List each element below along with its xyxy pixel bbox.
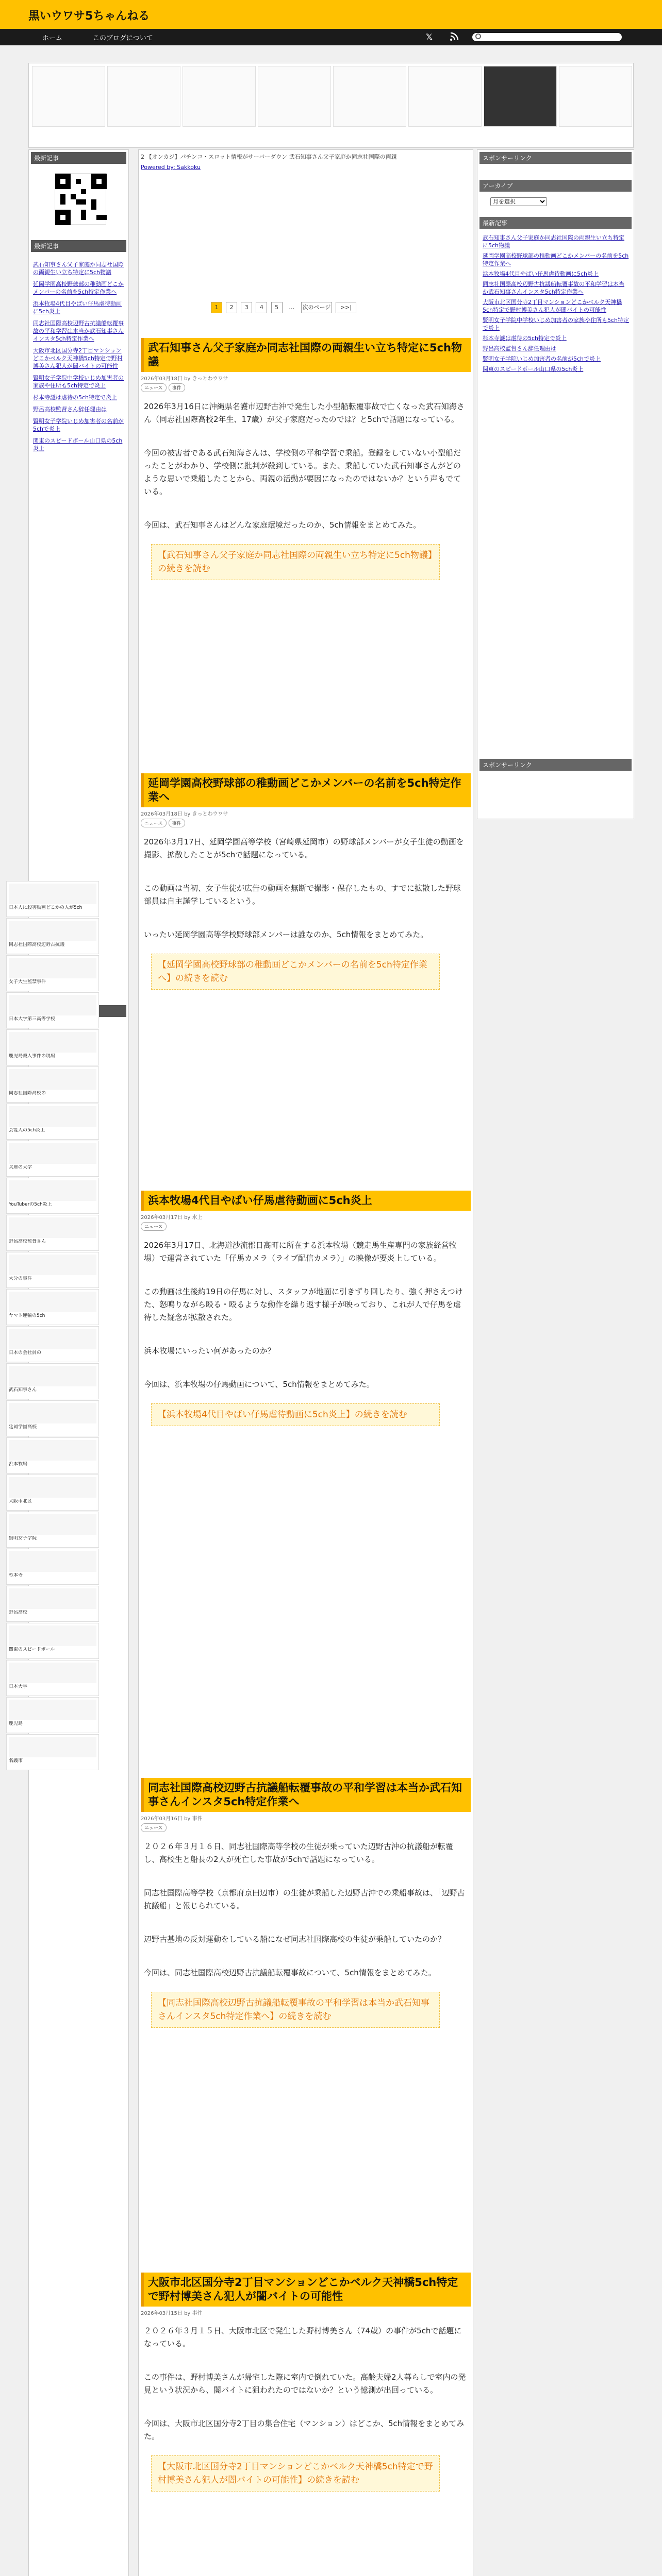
post xyxy=(141,1191,471,1426)
post-paragraph: この事件は、野村博美さんが帰宅した際に室内で倒れていた。高齢夫婦2人暮らしで室内の発見という状況から、闇バイトに狙われたのではないか？という憶測が出回っている。 xyxy=(144,2372,466,2395)
search-input[interactable] xyxy=(472,33,622,41)
post xyxy=(141,338,471,580)
sidebar-header: 最新記事 xyxy=(31,152,126,164)
post-paragraph: 2026年3月16日に沖縄県名護市辺野古沖で発生した小型船転覆事故で亡くなった武石知海さん（同志社国際高校2年生、17歳）が父子家庭だったのでは？と5chで話題になっている。 xyxy=(144,402,465,424)
post-paragraph: 今回は、大阪市北区国分寺2丁目の集合住宅（マンション）はどこか、5ch情報をまとめてみた。 xyxy=(144,2419,465,2441)
ranking-caption: 延岡学園高校 xyxy=(9,1425,37,1430)
ranking-caption: 日本大学 xyxy=(9,1684,28,1689)
ranking-thumbnail xyxy=(9,1180,96,1201)
right-recent-link[interactable]: 同志社国際高校辺野古抗議船転覆事故の平和学習は本当か武石知事さんインスタ5ch特定作業へ xyxy=(483,281,624,295)
post-title[interactable]: 浜本牧場4代目やばい仔馬虐待動画に5ch炎上 xyxy=(141,1191,471,1211)
ranking-thumbnail xyxy=(9,884,96,904)
ranking-thumbnail xyxy=(9,1588,96,1609)
ranking-item[interactable] xyxy=(6,1660,99,1696)
strip-thumbnail xyxy=(258,66,331,127)
ranking-caption: 鹿児島 xyxy=(9,1721,23,1726)
search-icon xyxy=(475,33,481,39)
site-title[interactable]: 黒いウワサ5ちゃんねる xyxy=(28,10,150,23)
tag-chip[interactable]: ニュース xyxy=(141,383,167,392)
recent-posts-list xyxy=(33,261,126,456)
ranking-thumbnail xyxy=(9,1255,96,1275)
sidebar-header: 最新記事 xyxy=(31,240,126,252)
strip-caption xyxy=(32,128,105,141)
strip-card[interactable] xyxy=(32,66,105,146)
strip-caption xyxy=(183,128,256,141)
ranking-thumbnail xyxy=(9,1477,96,1498)
ranking-thumbnail xyxy=(9,995,96,1015)
post-paragraph: ２０２６年３月１５日、大阪市北区で発生した野村博美さん（74歳）の事件が5chで話題になっている。 xyxy=(144,2326,462,2348)
ranking-thumbnail xyxy=(9,1551,96,1572)
ranking-thumbnail xyxy=(9,1366,96,1386)
sponsor-header: スポンサーリンク xyxy=(479,152,632,164)
ranking-caption: YouTuberの5ch炎上 xyxy=(9,1202,52,1207)
ranking-caption: 女子大生監禁事件 xyxy=(9,979,46,985)
ranking-thumbnail xyxy=(9,1663,96,1683)
recent-post-link[interactable]: 賢明女子学院中学校いじめ加害者の家族や住所も5ch特定で炎上 xyxy=(33,375,124,389)
ranking-caption: 杉本寺 xyxy=(9,1573,23,1578)
ranking-thumbnail xyxy=(9,1514,96,1535)
recent-post-link[interactable]: 浜本牧場4代目やばい仔馬虐待動画に5ch炎上 xyxy=(33,300,122,315)
ranking-item[interactable] xyxy=(6,1215,99,1251)
ranking-thumbnail xyxy=(9,1440,96,1461)
strip-card[interactable] xyxy=(484,66,557,146)
post-meta: 2026年03月18日 by きっとわウワサ xyxy=(141,811,228,817)
ranking-item[interactable] xyxy=(6,1697,99,1733)
post-paragraph: 2026年3月17日、延岡学園高等学校（宮崎県延岡市）の野球部メンバーが女子生徒の動画を撮影、拡散したことが5chで話題になっている。 xyxy=(144,837,464,859)
ranking-caption: 芸能人の5ch炎上 xyxy=(9,1128,45,1133)
recent-post-link[interactable]: 野呂高校監督さん辞任理由は xyxy=(33,406,107,413)
strip-caption xyxy=(408,128,482,141)
recent-post-link[interactable]: 同志社国際高校辺野古抗議船転覆事故の平和学習は本当か武石知事さんインスタ5ch特定作業へ xyxy=(33,320,124,342)
strip-card[interactable] xyxy=(183,66,256,146)
page-3[interactable]: 3 xyxy=(241,302,252,313)
right-recent-list xyxy=(483,234,630,376)
strip-thumbnail xyxy=(183,66,256,127)
post-tags xyxy=(141,819,471,827)
ranking-caption: 鹿児島殺人事件の現場 xyxy=(9,1054,56,1059)
post-paragraph: 今回の被害者である武石知海さんは、学校側の平和学習で乗船。登録をしていない小型船だったことがわかり、学校側に批判が殺到している。また、乗船していた武石知事さんがどのような思いで乗船したことから、両親の活動が要因になったのではないか？という声もでている。 xyxy=(144,448,461,496)
read-more-link[interactable]: 【大阪市北区国分寺2丁目マンションどこかベルク天神橋5ch特定で野村博美さん犯人が闇バイトの可能性】の続きを読む xyxy=(151,2455,440,2492)
strip-thumbnail xyxy=(484,66,557,127)
main-content xyxy=(138,149,473,2576)
strip-caption xyxy=(559,128,632,141)
read-more-link[interactable]: 【武石知事さん父子家庭か同志社国際の両親生い立ち特定に5ch物議】の続きを読む xyxy=(151,544,440,580)
ranking-thumbnail xyxy=(9,1292,96,1312)
site-header xyxy=(0,0,662,29)
read-more-link[interactable]: 【浜本牧場4代目やばい仔馬虐待動画に5ch炎上】の続きを読む xyxy=(151,1403,440,1426)
strip-caption xyxy=(333,128,406,141)
post-tags xyxy=(141,1222,471,1231)
post-paragraph: 浜本牧場にいったい何があったのか？ xyxy=(144,1346,275,1355)
tag-chip[interactable]: ニュース xyxy=(141,1222,167,1231)
ranking-thumbnail xyxy=(9,958,96,978)
post-tags xyxy=(141,383,471,392)
tag-chip[interactable]: 事件 xyxy=(169,383,185,392)
page-ellipsis: … xyxy=(289,304,295,311)
ranking-item[interactable] xyxy=(6,918,99,954)
post xyxy=(141,1778,471,2028)
tag-chip[interactable]: 事件 xyxy=(169,819,185,827)
ranking-caption: 関東のスピードボール xyxy=(9,1647,55,1652)
tag-chip[interactable]: ニュース xyxy=(141,819,167,827)
right-recent-link[interactable]: 関東のスピードボール山口県の5ch炎上 xyxy=(483,366,584,372)
ranking-item[interactable] xyxy=(6,1104,99,1140)
ranking-item[interactable] xyxy=(6,881,99,917)
right-recent-link[interactable]: 杉本寺謎は虐待の5ch特定で炎上 xyxy=(483,335,567,342)
post-title[interactable]: 延岡学園高校野球部の稚動画どこかメンバーの名前を5ch特定作業へ xyxy=(141,773,471,807)
ranking-thumbnail xyxy=(9,1329,96,1349)
post-paragraph: この動画は当初、女子生徒が広告の動画を無断で撮影・保存したもの、すでに拡散した野球部員は自主謹学しているという。 xyxy=(144,884,461,906)
ranking-caption: 兵庫の大学 xyxy=(9,1165,32,1170)
ranking-item[interactable] xyxy=(6,1475,99,1511)
post-paragraph: 今回は、浜本牧場の仔馬動画について、5ch情報をまとめてみた。 xyxy=(144,1380,374,1389)
ranking-thumbnail xyxy=(9,1625,96,1646)
strip-card[interactable] xyxy=(408,66,482,146)
strip-card[interactable] xyxy=(107,66,180,146)
ranking-caption: 同志社国際高校の xyxy=(9,1091,46,1096)
ranking-caption: 名護市 xyxy=(9,1758,23,1764)
page-4[interactable]: 4 xyxy=(256,302,267,313)
popular-ranking xyxy=(4,881,101,1771)
last-page-button[interactable]: >>| xyxy=(336,302,356,313)
strip-thumbnail xyxy=(408,66,482,127)
right-recent-link[interactable]: 浜本牧場4代目やばい仔馬虐待動画に5ch炎上 xyxy=(483,270,599,277)
ranking-item[interactable] xyxy=(6,1252,99,1288)
ranking-item[interactable] xyxy=(6,1029,99,1065)
ranking-item[interactable] xyxy=(6,992,99,1028)
page-1[interactable]: 1 xyxy=(211,302,222,313)
ranking-item[interactable] xyxy=(6,955,99,991)
ranking-caption: 武石知事さん xyxy=(9,1387,37,1393)
right-recent-link[interactable]: 武石知事さん父子家庭か同志社国際の両親生い立ち特定に5ch物議 xyxy=(483,234,624,249)
ranking-caption: 大分の事件 xyxy=(9,1276,32,1281)
nav-home[interactable]: ホーム xyxy=(42,35,63,42)
post-paragraph: 今回は、武石知事さんはどんな家庭環境だったのか、5ch情報をまとめてみた。 xyxy=(144,520,421,530)
strip-card[interactable] xyxy=(258,66,331,146)
ranking-item[interactable] xyxy=(6,1326,99,1362)
ranking-thumbnail xyxy=(9,1069,96,1090)
strip-caption xyxy=(107,128,180,141)
x-icon[interactable]: 𝕏 xyxy=(426,32,433,42)
post-meta: 2026年03月15日 by 事件 xyxy=(141,2311,203,2316)
post-paragraph: いったい延岡学園高等学校野球部メンバーは誰なのか、5ch情報をまとめてみた。 xyxy=(144,930,428,939)
ranking-caption: 同志社国際高校辺野古抗議 xyxy=(9,942,65,947)
archive-select[interactable] xyxy=(490,197,547,206)
ranking-caption: 野呂高校 xyxy=(9,1610,28,1615)
read-more-link[interactable]: 【延岡学園高校野球部の稚動画どこかメンバーの名前を5ch特定作業へ】の続きを読む xyxy=(151,954,440,990)
strip-card[interactable] xyxy=(333,66,406,146)
ranking-item[interactable] xyxy=(6,1178,99,1214)
right-recent-link[interactable]: 延岡学園高校野球部の稚動画どこかメンバーの名前を5ch特定作業へ xyxy=(483,252,629,267)
right-sidebar xyxy=(477,149,634,819)
navbar xyxy=(0,29,662,45)
post-title[interactable]: 大阪市北区国分寺2丁目マンションどこかベルク天神橋5ch特定で野村博美さん犯人が闇バイトの可能性 xyxy=(141,2273,471,2307)
post-meta: 2026年03月18日 by きっとわウワサ xyxy=(141,376,228,382)
right-recent-link[interactable]: 賢明女子学院中学校いじめ加害者の家族や住所も5ch特定で炎上 xyxy=(483,317,630,331)
qr-image xyxy=(55,174,107,225)
recent-header: 最新記事 xyxy=(479,217,632,229)
post xyxy=(141,2273,471,2492)
ranking-item[interactable] xyxy=(6,1437,99,1473)
ranking-item[interactable] xyxy=(6,1400,99,1436)
post-title[interactable]: 武石知事さん父子家庭か同志社国際の両親生い立ち特定に5ch物議 xyxy=(141,338,471,372)
recent-post-link[interactable]: 杉本寺謎は虐待の5ch特定で炎上 xyxy=(33,394,118,401)
right-recent-link[interactable]: 大阪市北区国分寺2丁目マンションどこかベルク天神橋5ch特定で野村博美さん犯人が闇バイトの可能性 xyxy=(483,299,622,313)
read-more-link[interactable]: 【同志社国際高校辺野古抗議船転覆事故の平和学習は本当か武石知事さんインスタ5ch特定作業へ】の続きを読む xyxy=(151,1992,440,2028)
post-paragraph: 今回は、同志社国際高校辺野古抗議船転覆事故について、5ch情報をまとめてみた。 xyxy=(144,1968,436,1977)
ranking-thumbnail xyxy=(9,1403,96,1423)
right-recent-link[interactable]: 野呂高校監督さん辞任理由は xyxy=(483,345,556,352)
ranking-item[interactable] xyxy=(6,1512,99,1548)
post-tags xyxy=(141,1823,471,1832)
ranking-caption: 日本大学第三高等学校 xyxy=(9,1016,56,1022)
post-paragraph: この動画は生後約19日の仔馬に対し、スタッフが地面に引きずり回したり、強く押さえつけた、怒鳴りながら殴る・殴るような動作を繰り返す様子が映っており、これが人で仔馬を虐待した疑念が拡散された。 xyxy=(144,1287,463,1322)
post-meta: 2026年03月17日 by 水上 xyxy=(141,1215,203,1221)
page-5[interactable]: 5 xyxy=(271,302,283,313)
strip-thumbnail xyxy=(333,66,406,127)
archive-header: アーカイブ xyxy=(479,180,632,192)
nav-about[interactable]: このブログについて xyxy=(93,35,153,42)
ranking-item[interactable] xyxy=(6,1586,99,1622)
recent-post-link[interactable]: 延岡学園高校野球部の稚動画どこかメンバーの名前を5ch特定作業へ xyxy=(33,281,124,295)
ranking-thumbnail xyxy=(9,1737,96,1757)
post-title[interactable]: 同志社国際高校辺野古抗議船転覆事故の平和学習は本当か武石知事さんインスタ5ch特定作業へ xyxy=(141,1778,471,1812)
ranking-caption: 日本人に殺害動画どこかの人が5ch xyxy=(9,905,82,910)
rss-icon[interactable] xyxy=(450,32,459,41)
ranking-item[interactable] xyxy=(6,1734,99,1770)
recent-post-link[interactable]: 関東のスピードボール山口県の5ch炎上 xyxy=(33,437,123,452)
strip-thumbnail xyxy=(32,66,105,127)
ranking-thumbnail xyxy=(9,1700,96,1720)
next-page-button[interactable]: 次のページ xyxy=(301,302,332,313)
ranking-caption: 浜本牧場 xyxy=(9,1462,28,1467)
post-paragraph: 辺野古基地の反対運動をしている船になぜ同志社国際高校の生徒が乗船していたのか？ xyxy=(144,1935,446,1944)
ranking-thumbnail xyxy=(9,921,96,941)
ranking-caption: 大阪市北区 xyxy=(9,1499,32,1504)
tag-chip[interactable]: ニュース xyxy=(141,1823,167,1832)
right-recent-link[interactable]: 賢明女子学院いじめ加害者の名前が5chで炎上 xyxy=(483,355,601,362)
ranking-item[interactable] xyxy=(6,1363,99,1399)
ranking-caption: ヤマト運輸の5ch xyxy=(9,1313,45,1318)
post-paragraph: 同志社国際高等学校（京都府京田辺市）の生徒が乗船した辺野古沖での乗船事故は、「辺野古抗議船」と報じられている。 xyxy=(144,1888,465,1910)
ranking-caption: 野呂高校監督さん xyxy=(9,1239,46,1244)
strip-card[interactable] xyxy=(559,66,632,146)
ranking-caption: 賢明女子学院 xyxy=(9,1536,37,1541)
ranking-thumbnail xyxy=(9,1143,96,1164)
recent-post-link[interactable]: 賢明女子学院いじめ加害者の名前が5chで炎上 xyxy=(33,418,124,432)
recent-post-link[interactable]: 大阪市北区国分寺2丁目マンションどこかベルク天神橋5ch特定で野村博美さん犯人が闇バイトの可能性 xyxy=(33,347,123,369)
post-paragraph: ２０２６年３月１６日、同志社国際高等学校の生徒が乗っていた辺野古沖の抗議船が転覆し、高校生と船長の2人が死亡した事故が5chで話題になっている。 xyxy=(144,1842,454,1864)
recent-post-link[interactable]: 武石知事さん父子家庭か同志社国際の両親生い立ち特定に5ch物議 xyxy=(33,261,124,276)
notice-line[interactable]: 2 【オンカジ】パチンコ・スロット情報がサーバーダウン 武石知事さん父子家庭か同志社国際の両親 xyxy=(141,154,397,160)
ranking-item[interactable] xyxy=(6,1289,99,1325)
strip-caption xyxy=(258,128,331,141)
ranking-item[interactable] xyxy=(6,1141,99,1177)
ranking-item[interactable] xyxy=(6,1623,99,1659)
ranking-thumbnail xyxy=(9,1106,96,1127)
main-header xyxy=(141,152,471,183)
pagination xyxy=(211,302,358,314)
sponsor-header: スポンサーリンク xyxy=(479,759,632,771)
strip-caption xyxy=(484,128,557,141)
related-strip xyxy=(28,63,634,148)
ranking-caption: 日本の会社員の xyxy=(9,1350,42,1355)
ranking-thumbnail xyxy=(9,1217,96,1238)
ranking-thumbnail xyxy=(9,1032,96,1053)
ranking-item[interactable] xyxy=(6,1066,99,1103)
strip-thumbnail xyxy=(559,66,632,127)
qr-code xyxy=(55,173,106,225)
page-2[interactable]: 2 xyxy=(226,302,237,313)
strip-thumbnail xyxy=(107,66,180,127)
ranking-item[interactable] xyxy=(6,1549,99,1585)
post-meta: 2026年03月16日 by 事件 xyxy=(141,1816,203,1822)
post xyxy=(141,773,471,990)
post-paragraph: 2026年3月17日、北海道沙流郡日高町に所在する浜本牧場（競走馬生産専門の家族経営牧場）で運営されていた「仔馬カメラ（ライブ配信カメラ）」の映像が要炎上している。 xyxy=(144,1241,457,1263)
powered-by-link[interactable]: Powered by: Sakkoku xyxy=(141,164,201,171)
